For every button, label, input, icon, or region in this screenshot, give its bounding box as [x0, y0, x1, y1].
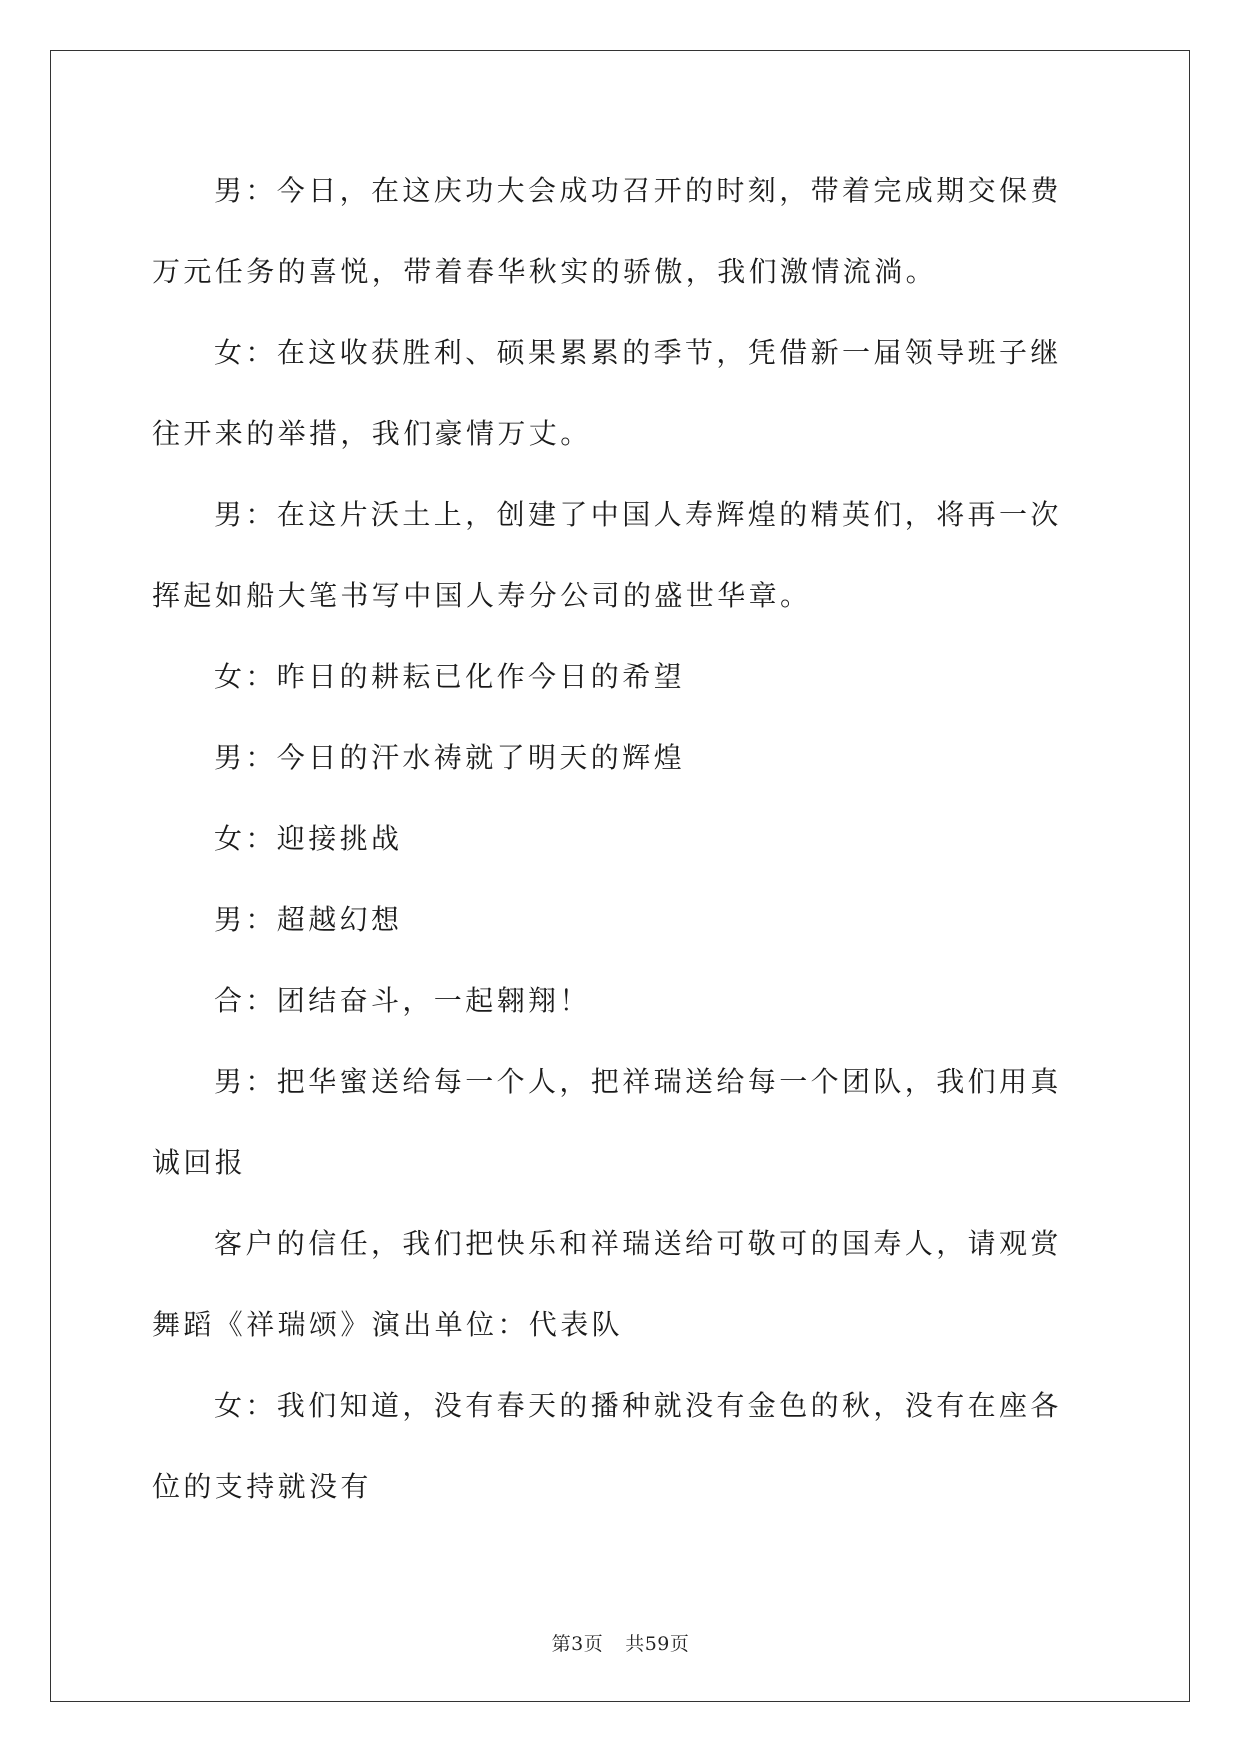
paragraph: 男：把华蜜送给每一个人，把祥瑞送给每一个团队，我们用真诚回报 — [152, 1065, 1062, 1179]
page-footer — [0, 1629, 1241, 1656]
total-page-count: 共59页 — [625, 1633, 690, 1655]
paragraph: 女：迎接挑战 — [214, 822, 403, 855]
paragraph: 女：在这收获胜利、硕果累累的季节，凭借新一届领导班子继往开来的举措，我们豪情万丈。 — [152, 336, 1062, 450]
paragraph: 男：在这片沃土上，创建了中国人寿辉煌的精英们，将再一次挥起如船大笔书写中国人寿分公司的盛世华章。 — [152, 498, 1062, 612]
paragraph: 女：昨日的耕耘已化作今日的希望 — [214, 660, 686, 693]
paragraph: 男：今日的汗水祷就了明天的辉煌 — [214, 741, 686, 774]
paragraph: 女：我们知道，没有春天的播种就没有金色的秋，没有在座各位的支持就没有 — [152, 1389, 1062, 1503]
paragraph: 客户的信任，我们把快乐和祥瑞送给可敬可的国寿人，请观赏舞蹈《祥瑞颂》演出单位：代表队 — [152, 1227, 1062, 1341]
paragraph: 男：超越幻想 — [214, 903, 403, 936]
document-body — [152, 150, 1092, 1527]
paragraph: 合：团结奋斗，一起翱翔！ — [214, 984, 591, 1017]
paragraph: 男：今日，在这庆功大会成功召开的时刻，带着完成期交保费万元任务的喜悦，带着春华秋实的骄傲，我们激情流淌。 — [152, 174, 1062, 288]
current-page-number: 第3页 — [551, 1633, 604, 1655]
